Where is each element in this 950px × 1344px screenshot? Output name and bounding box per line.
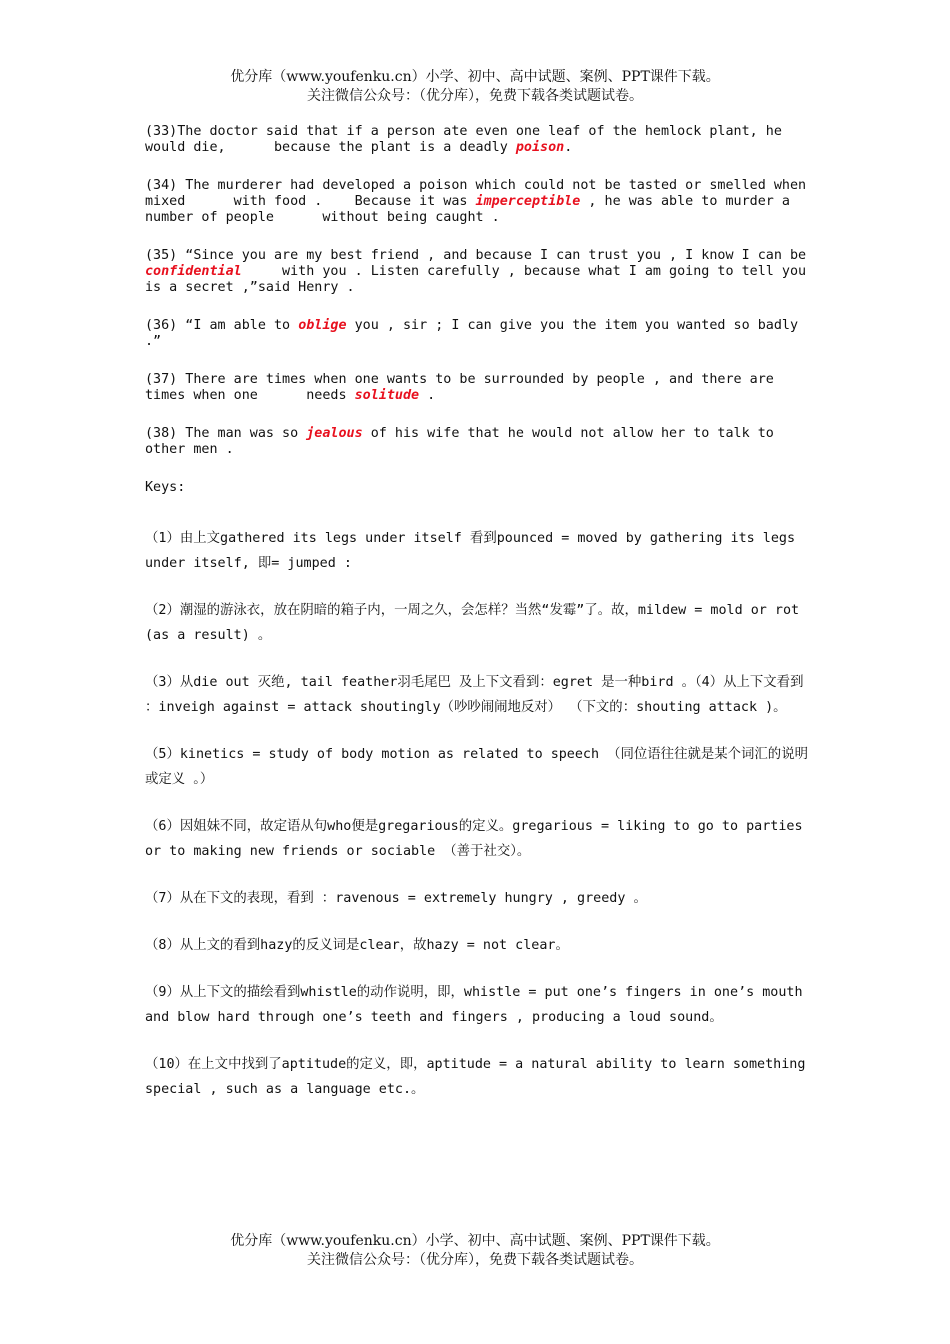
header-line-1: 优分库（www.youfenku.cn）小学、初中、高中试题、案例、PPT课件下载。	[230, 69, 720, 85]
question-37	[145, 372, 810, 404]
answer-word: solitude	[354, 388, 420, 403]
question-text: (37) There are times when one wants to be surrounded by people , and there are times when one needs	[145, 372, 782, 403]
answer-word: imperceptible	[475, 194, 581, 209]
key-item-9: （9）从上下文的描绘看到whistle的动作说明，即，whistle = put one’s fingers in one’s mouth and blow hard through one’s teeth and fingers , producing a loud sound。	[145, 985, 803, 1025]
question-text: .	[419, 388, 436, 403]
key-item-5: （5）kinetics = study of body motion as related to speech （同位语往往就是某个词汇的说明 或定义 。）	[145, 747, 808, 787]
key-item-1: （1）由上文gathered its legs under itself 看到pounced = moved by gathering its legs under itself, 即= jumped :	[145, 531, 796, 571]
key-item-7: （7）从在下文的表现，看到 ：ravenous = extremely hungry , greedy 。	[145, 891, 647, 906]
keys-heading: Keys:	[145, 480, 186, 495]
question-34	[145, 178, 815, 226]
question-35	[145, 248, 815, 296]
footer-line-1: 优分库（www.youfenku.cn）小学、初中、高中试题、案例、PPT课件下载。	[230, 1233, 720, 1249]
page-header	[0, 68, 950, 106]
question-text: (35) “Since you are my best friend , and because I can trust you , I know I can be	[145, 248, 815, 263]
key-item-10: （10）在上文中找到了aptitude的定义，即，aptitude = a natural ability to learn something special , such as a language etc.。	[145, 1057, 806, 1097]
answer-word: jealous	[306, 426, 363, 441]
question-text: (33)The doctor said that if a person ate even one leaf of the hemlock plant, he would die, because the plant is a deadly	[145, 124, 790, 155]
question-text: with you . Listen carefully , because what I am going to tell you is a secret ,”said Henry .	[145, 264, 815, 295]
footer-line-2: 关注微信公众号：（优分库），免费下载各类试题试卷。	[307, 1252, 643, 1268]
key-item-2: （2）潮湿的游泳衣，放在阴暗的箱子内，一周之久，会怎样？当然“发霉”了。故，mildew = mold or rot (as a result) 。	[145, 603, 800, 643]
question-text: , he was able to murder a number of people without being caught .	[145, 194, 799, 225]
question-text: .	[564, 140, 573, 155]
key-item-3: （3）从die out 灭绝, tail feather羽毛尾巴 及上下文看到：egret 是一种bird 。（4）从上下文看到 ：inveigh against = attack shoutingly（吵吵闹闹地反对） （下文的：shouting attack )。	[145, 675, 804, 715]
page-footer	[0, 1232, 950, 1270]
answer-word: oblige	[298, 318, 347, 333]
answer-word: confidential	[145, 264, 242, 279]
key-item-8: （8）从上文的看到hazy的反义词是clear，故hazy = not clear。	[145, 938, 569, 953]
header-line-2: 关注微信公众号：（优分库），免费下载各类试题试卷。	[307, 88, 643, 104]
answer-word: poison	[515, 140, 565, 155]
document-body	[145, 124, 815, 1124]
question-text: (36) “I am able to	[145, 318, 299, 333]
question-text: (38) The man was so	[145, 426, 307, 441]
question-text: of his wife that he would not allow her to talk to other men .	[145, 426, 782, 457]
question-36	[145, 318, 810, 350]
question-38	[145, 426, 810, 458]
question-text: (34) The murderer had developed a poison which could not be tasted or smelled when mixed with food . Because it was	[145, 178, 815, 209]
key-item-6: （6）因姐妹不同，故定语从句who便是gregarious的定义。gregarious = liking to go to parties or to making new friends or sociable （善于社交）。	[145, 819, 803, 859]
question-text: you , sir ; I can give you the item you wanted so badly .”	[145, 318, 807, 349]
question-33	[145, 124, 810, 156]
